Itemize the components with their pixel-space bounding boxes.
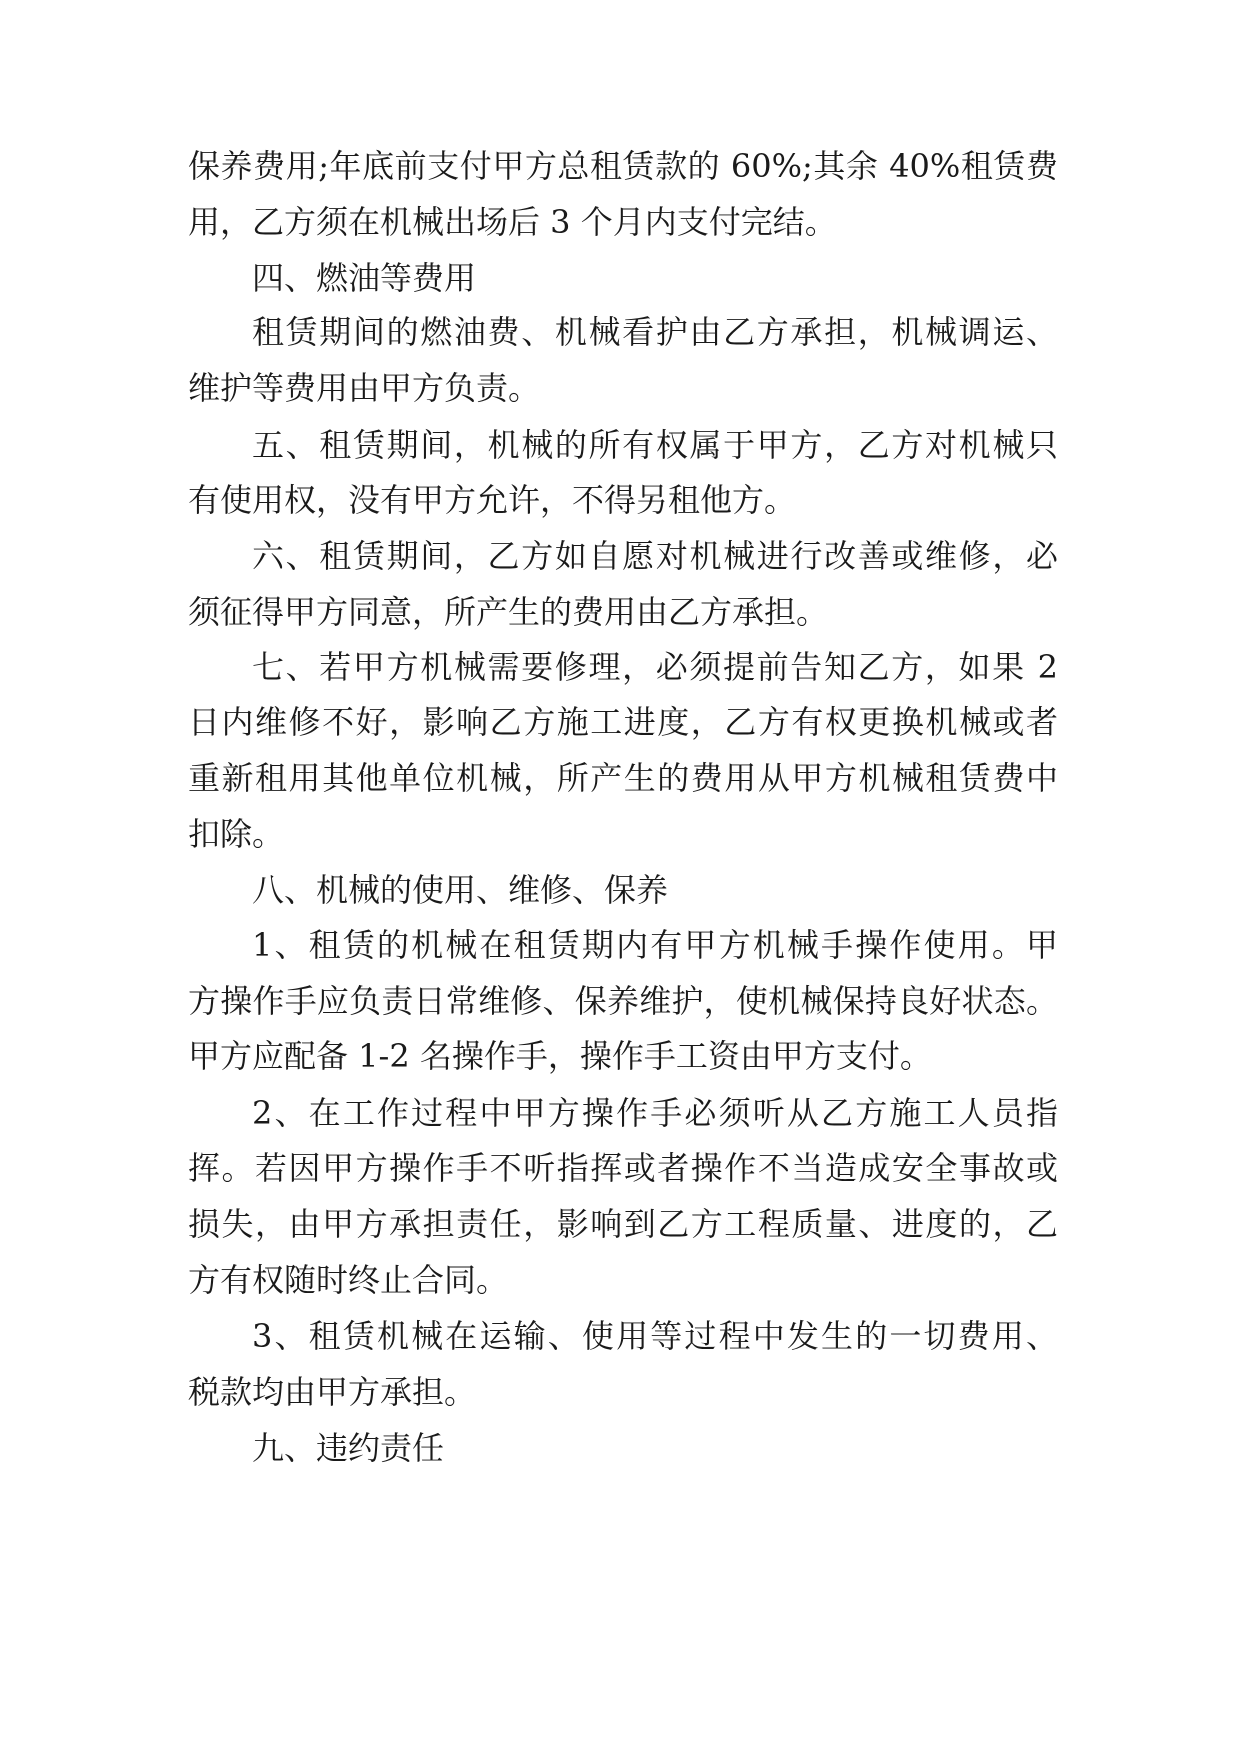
section-heading: 九、违约责任 [252,1429,445,1467]
text-line: 七、若甲方机械需要修理，必须提前告知乙方，如果 2 [252,648,1058,686]
text-line: 保养费用;年底前支付甲方总租赁款的 60%;其余 40%租赁费 [188,147,1058,185]
text-line: 有使用权，没有甲方允许，不得另租他方。 [188,481,797,519]
text-line: 日内维修不好，影响乙方施工进度，乙方有权更换机械或者 [188,703,1058,741]
text-line: 挥。若因甲方操作手不听指挥或者操作不当造成安全事故或 [188,1149,1058,1187]
text-line: 须征得甲方同意，所产生的费用由乙方承担。 [188,593,829,631]
text-line: 用，乙方须在机械出场后 3 个月内支付完结。 [188,203,837,241]
text-line: 损失，由甲方承担责任，影响到乙方工程质量、进度的，乙 [188,1205,1058,1243]
text-line: 重新租用其他单位机械，所产生的费用从甲方机械租赁费中 [188,759,1058,797]
text-line: 2、在工作过程中甲方操作手必须听从乙方施工人员指 [252,1094,1058,1132]
text-line: 五、租赁期间，机械的所有权属于甲方，乙方对机械只 [252,426,1058,464]
text-line: 甲方应配备 1-2 名操作手，操作手工资由甲方支付。 [188,1037,932,1075]
section-heading: 四、燃油等费用 [252,259,477,297]
text-line: 方有权随时终止合同。 [188,1261,509,1299]
text-line: 六、租赁期间，乙方如自愿对机械进行改善或维修，必 [252,537,1058,575]
text-line: 租赁期间的燃油费、机械看护由乙方承担，机械调运、 [252,313,1058,351]
text-line: 维护等费用由甲方负责。 [188,369,541,407]
section-heading: 八、机械的使用、维修、保养 [252,871,669,909]
text-line: 1、租赁的机械在租赁期内有甲方机械手操作使用。甲 [252,926,1058,964]
text-line: 税款均由甲方承担。 [188,1373,477,1411]
text-line: 方操作手应负责日常维修、保养维护，使机械保持良好状态。 [188,982,1058,1020]
text-line: 3、租赁机械在运输、使用等过程中发生的一切费用、 [252,1317,1058,1355]
text-line: 扣除。 [188,815,285,853]
